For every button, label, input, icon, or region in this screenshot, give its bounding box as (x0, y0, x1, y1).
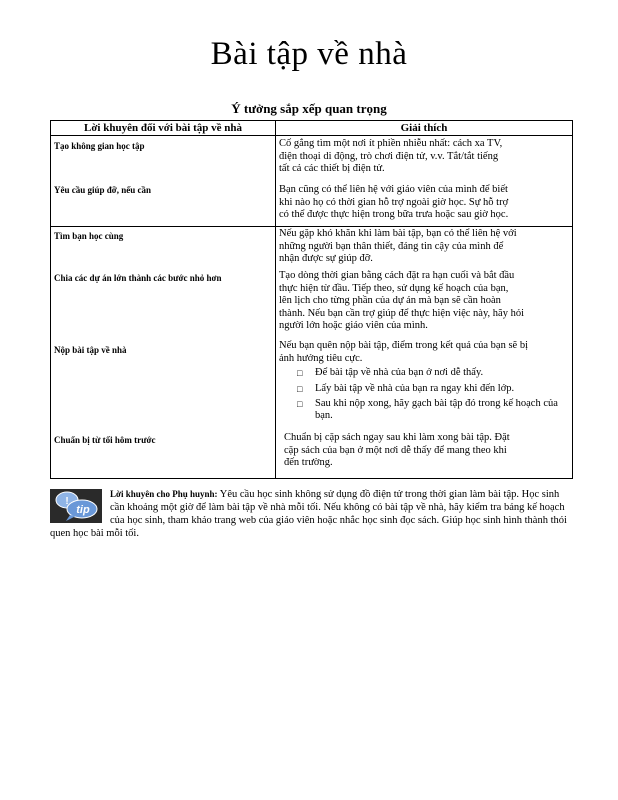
list-item: □ Sau khi nộp xong, hãy gạch bài tập đó trong kế hoạch của bạn. (315, 398, 569, 423)
parent-tip-text: Yêu cầu học sinh không sử dụng đồ điện tử trong thời gian làm bài tập. Học sinh cần khoảng một giờ để làm bài tập về nhà mỗi tối. Nếu không có bài tập về nhà, hãy kiểm tra bảng kế hoạch của học sinh, tham khảo trang web của giáo viên hoặc nhắc học sinh đọc sách. Giúp học sinh hình thành thói quen học bài mỗi tối. (50, 489, 567, 539)
text-line: điện thoại di động, trò chơi điện tử, v.v. Tắt/tắt tiếng (279, 150, 499, 162)
parent-tip-label: Lời khuyên cho Phụ huynh: (110, 489, 218, 499)
explanation-cell (276, 136, 573, 181)
advice-cell (51, 136, 276, 181)
text-line: Bạn cũng có thể liên hệ với giáo viên của mình để biết (279, 184, 508, 196)
explanation-cell (276, 227, 573, 269)
header-advice: Lời khuyên đối với bài tập về nhà (51, 121, 276, 136)
header-explanation: Giải thích (276, 121, 573, 136)
table-row (51, 180, 573, 227)
table-row (51, 430, 573, 479)
text-line: đến trường. (284, 457, 333, 469)
text-line: nhận được sự giúp đỡ. (279, 253, 373, 265)
text-line: cặp sách của bạn ở một nơi dễ thấy để mang theo khi (284, 444, 507, 456)
text-line: có thể được thực hiện trong bữa trưa hoặc sau giờ học. (279, 209, 509, 221)
text-line: người lớn hoặc giáo viên của mình. (279, 320, 428, 332)
text-line: thực hiện từ đầu. Tiếp theo, sử dụng kế hoạch của bạn, (279, 282, 509, 294)
table-header-row (51, 121, 573, 136)
tip-speech-bubble-icon (50, 489, 102, 523)
explanation-cell (276, 340, 573, 430)
explanation-cell (276, 430, 573, 479)
parent-tip (50, 488, 573, 540)
text-line: ảnh hưởng tiêu cực. (279, 352, 363, 364)
text-line: Cố gắng tìm một nơi ít phiền nhiễu nhất: cách xa TV, (279, 138, 503, 150)
bullet-list (279, 367, 569, 423)
text-line: Tạo dòng thời gian bằng cách đặt ra hạn cuối và bắt đầu (279, 270, 515, 282)
advice-label: Chuẩn bị từ tối hôm trước (54, 435, 156, 446)
svg-text:!: ! (65, 496, 69, 507)
text-line: những người bạn thân thiết, đáng tin cậy của mình để (279, 240, 504, 252)
text-line: Nếu bạn quên nộp bài tập, điểm trong kết quả của bạn sẽ bị (279, 340, 529, 352)
table-caption: Ý tưởng sắp xếp quan trọng (231, 101, 387, 116)
advice-cell (51, 180, 276, 227)
explanation-cell (276, 180, 573, 227)
advice-cell (51, 268, 276, 340)
advice-label: Chia các dự án lớn thành các bước nhỏ hơn (54, 273, 222, 284)
text-line: Nếu gặp khó khăn khi làm bài tập, bạn có thể liên hệ với (279, 228, 517, 240)
text-line: thành. Nếu bạn cần trợ giúp để thực hiện việc này, hãy hỏi (279, 307, 524, 319)
advice-cell (51, 227, 276, 269)
table-row (51, 340, 573, 430)
advice-label: Yêu cầu giúp đỡ, nếu cần (54, 185, 152, 196)
advice-cell (51, 430, 276, 479)
advice-label: Tạo không gian học tập (54, 141, 145, 152)
table-row (51, 268, 573, 340)
list-item: □ Lấy bài tập về nhà của bạn ra ngay khi đến lớp. (315, 383, 569, 395)
list-item: □ Để bài tập về nhà của bạn ở nơi dễ thấy. (315, 367, 569, 379)
explanation-cell (276, 268, 573, 340)
page-title: Bài tập về nhà (210, 36, 408, 72)
table-row (51, 136, 573, 181)
text-line: Chuẩn bị cặp sách ngay sau khi làm xong bài tập. Đặt (284, 432, 510, 444)
tip-icon-label: tip (76, 504, 90, 516)
advice-label: Tìm bạn học cùng (54, 231, 124, 242)
table-row (51, 227, 573, 269)
text-line: tất cả các thiết bị điện tử. (279, 163, 385, 175)
advice-label: Nộp bài tập về nhà (54, 345, 127, 356)
advice-cell (51, 340, 276, 430)
text-line: khi nào họ có thời gian hỗ trợ ngoài giờ học. Sự hỗ trợ (279, 196, 509, 208)
text-line: lên lịch cho từng phần của dự án mà bạn sẽ cần hoàn (279, 295, 501, 307)
homework-tips-table (50, 120, 573, 479)
